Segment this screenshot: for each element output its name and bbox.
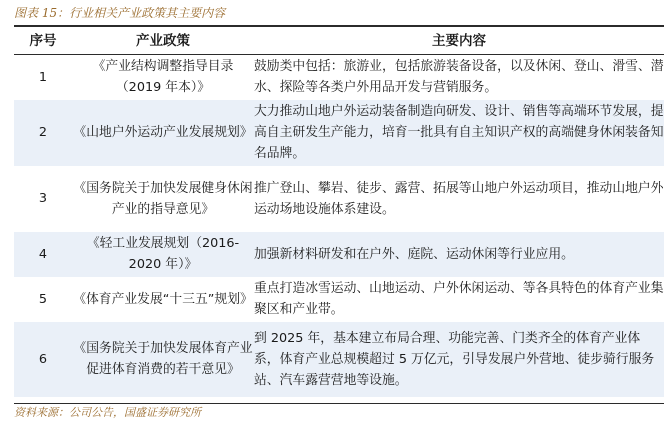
row-content: 推广登山、攀岩、徒步、露营、拓展等山地户外运动项目，推动山地户外运动场地设施体系建设。 [254, 180, 664, 217]
header-content: 主要内容 [254, 28, 664, 55]
row-policy: 《体育产业发展“十三五”规划》 [73, 291, 253, 307]
row-content: 重点打造冰雪运动、山地运动、户外休闲运动、等各具特色的体育产业集聚区和产业带。 [254, 281, 664, 317]
table-row [14, 322, 664, 397]
table-row [14, 166, 664, 232]
header-index: 序号 [14, 28, 72, 55]
row-policy: 《国务院关于加快发展健身休闲产业的指导意见》 [73, 180, 253, 217]
row-content: 加强新材料研发和在户外、庭院、运动休闲等行业应用。 [254, 232, 664, 277]
table-header-row [14, 28, 664, 55]
table-row [14, 55, 664, 100]
row-content: 鼓励类中包括：旅游业，包括旅游装备设备，以及休闲、登山、滑雪、潜水、探险等各类户外用品开发与营销服务。 [254, 59, 664, 96]
header-policy: 产业政策 [72, 28, 254, 55]
row-policy: 《产业结构调整指导目录（2019 年本）》 [92, 59, 234, 96]
row-policy: 《轻工业发展规划（2016-2020 年）》 [72, 232, 254, 277]
policy-table [14, 28, 664, 397]
table-row [14, 277, 664, 322]
row-index: 1 [38, 69, 48, 85]
table-row [14, 100, 664, 166]
row-index: 6 [14, 322, 72, 397]
figure-caption: 图表 15：行业相关产业政策其主要内容 [14, 6, 226, 20]
row-index: 3 [38, 191, 48, 206]
source-note: 资料来源：公司公告，国盛证券研究所 [14, 406, 201, 419]
row-content: 到 2025 年，基本建立布局合理、功能完善、门类齐全的体育产业体系，体育产业总规模超过 5 万亿元，引导发展户外营地、徒步骑行服务站、汽车露营营地等设施。 [254, 322, 664, 397]
row-policy: 《国务院关于加快发展体育产业促进体育消费的若干意见》 [72, 322, 254, 397]
row-index: 4 [14, 232, 72, 277]
table-row [14, 232, 664, 277]
row-policy: 《山地户外运动产业发展规划》 [72, 100, 254, 166]
row-index: 2 [14, 100, 72, 166]
table-top-rule [14, 25, 664, 27]
row-index: 5 [38, 291, 48, 307]
row-content: 大力推动山地户外运动装备制造向研发、设计、销售等高端环节发展，提高自主研发生产能力，培育一批具有自主知识产权的高端健身休闲装备知名品牌。 [254, 100, 664, 166]
